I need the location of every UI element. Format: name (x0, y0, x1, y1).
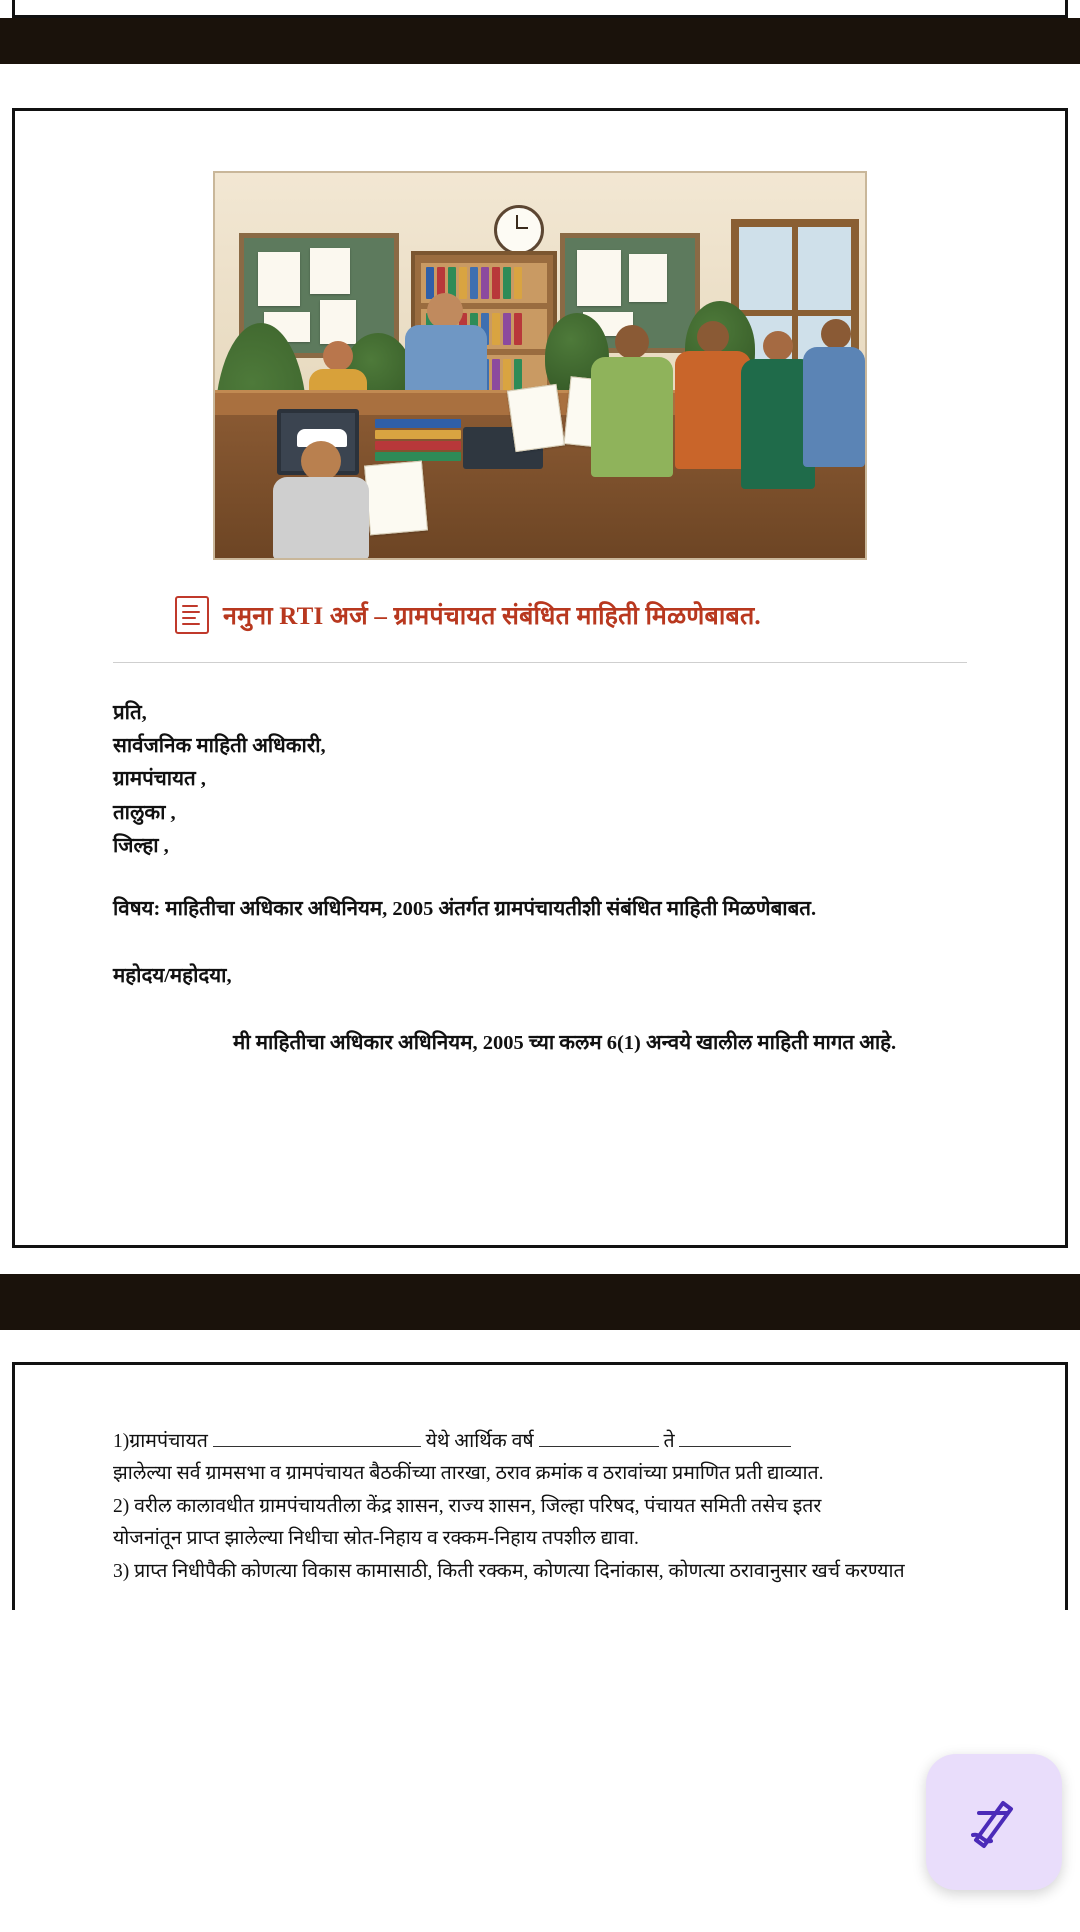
page-gap-top (0, 64, 1080, 108)
illustration-container (15, 111, 1065, 570)
address-line: सार्वजनिक माहिती अधिकारी, (113, 735, 326, 758)
page-separator-band-top (0, 18, 1080, 64)
clause-1-text-to: ते (663, 1431, 675, 1452)
wall-clock-icon (494, 205, 544, 255)
clause-item-1-line-1 (113, 1427, 967, 1457)
intro-paragraph: मी माहितीचा अधिकार अधिनियम, 2005 च्या कलम 6(1) अन्वये खालील माहिती मागत आहे. (233, 1032, 897, 1055)
clause-1-number: 1) (113, 1431, 130, 1452)
page-title: नमुना RTI अर्ज – ग्रामपंचायत संबंधित माहिती मिळणेबाबत. (223, 603, 761, 630)
address-line: तालुका , (113, 801, 176, 824)
previous-page-bottom-edge (12, 0, 1068, 18)
edit-floating-action-button[interactable] (926, 1754, 1062, 1890)
document-stack-on-desk (375, 419, 461, 467)
clause-2-text: वरील कालावधीत ग्रामपंचायतीला केंद्र शासन, राज्य शासन, जिल्हा परिषद, पंचायत समिती तसेच इतर (134, 1495, 822, 1517)
clause-item-3-line-1 (113, 1557, 967, 1587)
clause-item-1-line-2: झालेल्या सर्व ग्रामसभा व ग्रामपंचायत बैठकींच्या तारखा, ठराव क्रमांक व ठरावांच्या प्रमाणित प्रती द्याव्यात. (113, 1463, 824, 1485)
salutation: महोदय/महोदया, (113, 965, 232, 988)
next-document-page (12, 1362, 1068, 1610)
clause-1-text-mid: येथे आर्थिक वर्ष (425, 1431, 534, 1452)
address-block (113, 697, 967, 863)
address-line: जिल्हा , (113, 834, 169, 857)
fill-blank-village[interactable] (213, 1446, 421, 1447)
clause-3-text: प्राप्त निधीपैकी कोणत्या विकास कामासाठी, किती रक्कम, कोणत्या दिनांकास, कोणत्या ठरावानुसार खर्च करण्यात (134, 1560, 905, 1582)
edit-pen-icon (963, 1791, 1025, 1853)
gram-panchayat-office-illustration (213, 171, 867, 560)
clause-item-2-line-1 (113, 1492, 967, 1522)
address-line: प्रति, (113, 702, 147, 724)
clause-1-text-pre: ग्रामपंचायत (129, 1431, 208, 1452)
clause-list (15, 1365, 1065, 1587)
page-gap-bottom (0, 1330, 1080, 1362)
document-icon (175, 596, 209, 634)
letter-body (15, 663, 1065, 1061)
fill-blank-year-to[interactable] (679, 1446, 791, 1447)
clause-item-2-line-2: योजनांतून प्राप्त झालेल्या निधीचा स्रोत-निहाय व रक्कम-निहाय तपशील द्यावा. (113, 1528, 639, 1550)
subject-line: विषय: माहितीचा अधिकार अधिनियम, 2005 अंतर्गत ग्रामपंचायतीशी संबंधित माहिती मिळणेबाबत. (113, 898, 817, 921)
address-line: ग्रामपंचायत , (113, 768, 206, 791)
document-title-row (15, 570, 1065, 634)
clause-3-number: 3) (113, 1560, 130, 1582)
application-paper (507, 384, 565, 452)
document-page (12, 108, 1068, 1248)
page-separator-band-bottom (0, 1274, 1080, 1330)
application-paper (364, 461, 428, 536)
page-gap-middle (0, 1248, 1080, 1274)
clause-2-number: 2) (113, 1495, 130, 1517)
fill-blank-year-from[interactable] (539, 1446, 659, 1447)
